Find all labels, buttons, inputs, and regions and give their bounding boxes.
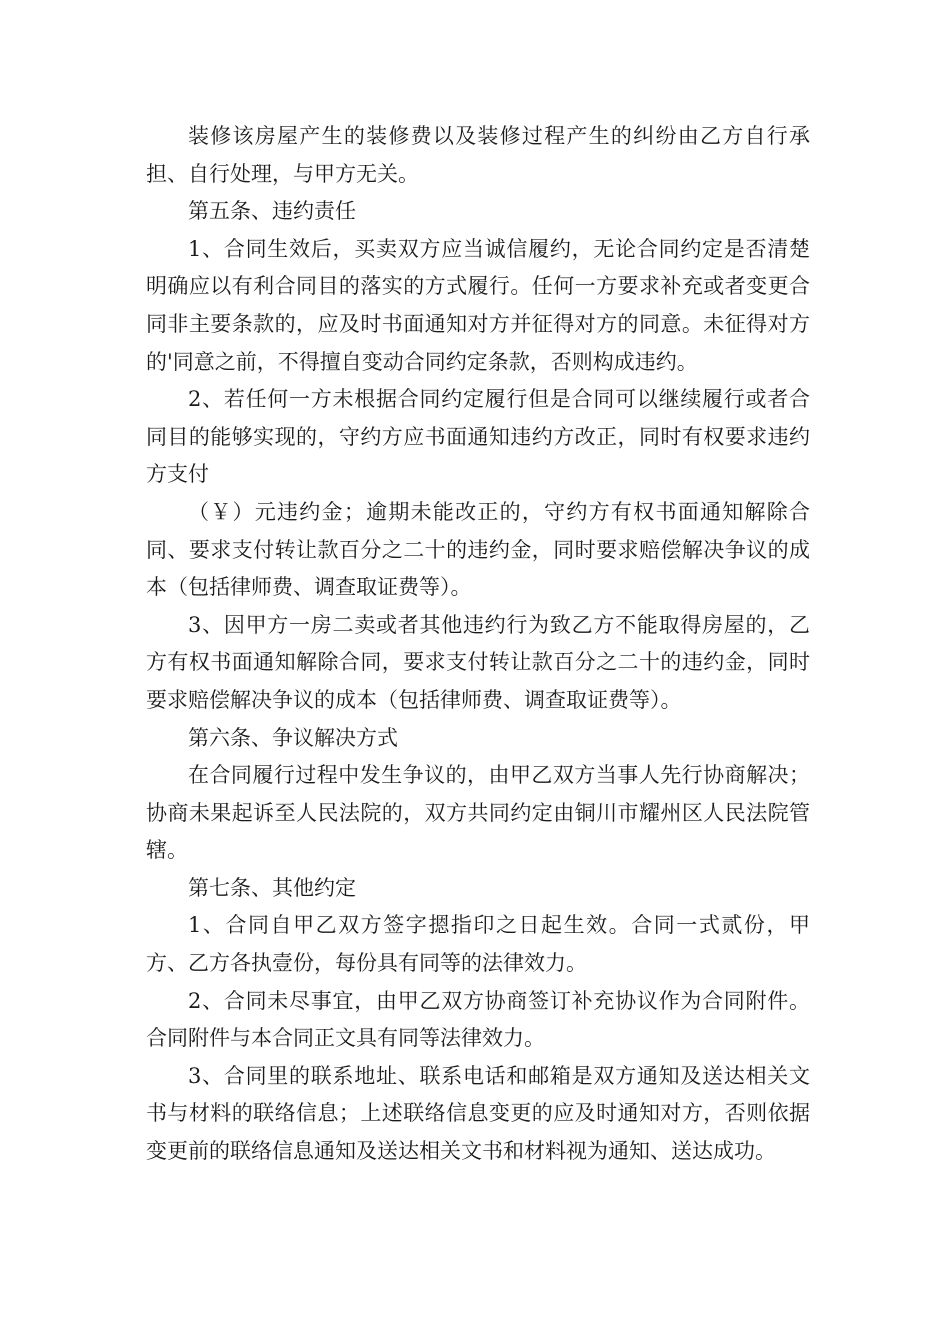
paragraph-decoration-liability: 装修该房屋产生的装修费以及装修过程产生的纠纷由乙方自行承担、自行处理，与甲方无关。: [146, 124, 810, 186]
paragraph-article-5-clause-2-continued: （￥）元违约金；逾期未能改正的，守约方有权书面通知解除合同、要求支付转让款百分之二十的违约金，同时要求赔偿解决争议的成本（包括律师费、调查取证费等）。: [146, 499, 810, 600]
heading-article-5: 第五条、违约责任: [188, 199, 356, 224]
paragraph-article-5-clause-1: 1、合同生效后，买卖双方应当诚信履约，无论合同约定是否清楚明确应以有利合同目的落实的方式履行。任何一方要求补充或者变更合同非主要条款的，应及时书面通知对方并征得对方的同意。未征得对方的'同意之前，不得擅自变动合同约定条款，否则构成违约。: [146, 236, 810, 374]
paragraph-article-5-clause-3: 3、因甲方一房二卖或者其他违约行为致乙方不能取得房屋的，乙方有权书面通知解除合同，要求支付转让款百分之二十的违约金，同时要求赔偿解决争议的成本（包括律师费、调查取证费等）。: [146, 612, 810, 712]
paragraph-article-5-clause-2: 2、若任何一方未根据合同约定履行但是合同可以继续履行或者合同目的能够实现的，守约方应书面通知违约方改正，同时有权要求违约方支付: [146, 387, 810, 487]
document-body: [146, 118, 810, 1171]
paragraph-article-6-body: 在合同履行过程中发生争议的，由甲乙双方当事人先行协商解决；协商未果起诉至人民法院的，双方共同约定由铜川市耀州区人民法院管辖。: [146, 763, 810, 863]
paragraph-article-7-clause-2: 2、合同未尽事宜，由甲乙双方协商签订补充协议作为合同附件。合同附件与本合同正文具有同等法律效力。: [146, 988, 810, 1051]
heading-article-7: 第七条、其他约定: [188, 875, 356, 900]
paragraph-article-7-clause-3: 3、合同里的联系地址、联系电话和邮箱是双方通知及送达相关文书与材料的联络信息；上述联络信息变更的应及时通知对方，否则依据变更前的联络信息通知及送达相关文书和材料视为通知、送达成功。: [146, 1063, 810, 1164]
paragraph-article-7-clause-1: 1、合同自甲乙双方签字摁指印之日起生效。合同一式贰份，甲方、乙方各执壹份，每份具有同等的法律效力。: [146, 913, 810, 976]
heading-article-6: 第六条、争议解决方式: [188, 725, 398, 750]
